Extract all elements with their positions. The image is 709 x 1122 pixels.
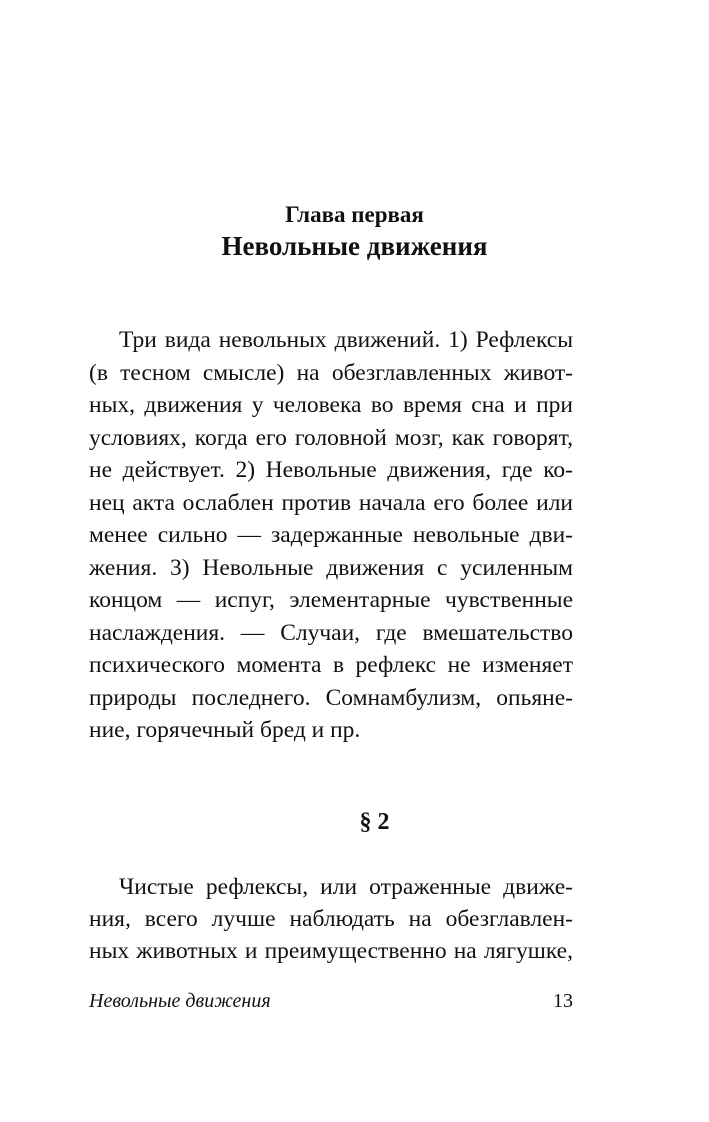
running-footer-title: Невольные движения — [89, 990, 271, 1012]
summary-line: наслаждения. — Случаи, где вмешательство — [89, 619, 573, 646]
summary-line: ние, горячечный бред и пр. — [89, 717, 361, 743]
summary-line: условиях, когда его головной мозг, как говорят, — [89, 424, 573, 451]
chapter-summary — [89, 324, 573, 747]
body-paragraph — [89, 871, 573, 967]
summary-line: нец акта ослаблен против начала его более или — [89, 489, 573, 516]
chapter-label: Глава первая — [285, 202, 424, 227]
paragraph-line: ния, всего лучше наблюдать на обезглавлен- — [89, 906, 573, 932]
summary-line: жения. 3) Невольные движения с усиленным — [89, 554, 573, 581]
summary-line: (в тесном смысле) на обезглавленных живот- — [89, 359, 573, 386]
summary-line: менее сильно — задержанные невольные дви- — [89, 522, 573, 548]
paragraph-line: ных животных и преимущественно на лягушке, — [89, 938, 573, 964]
summary-line: природы последнего. Сомнамбулизм, опьяне- — [89, 684, 573, 711]
paragraph-line: Чистые рефлексы, или отраженные движе- — [119, 874, 573, 900]
chapter-title: Невольные движения — [221, 231, 488, 261]
summary-line: не действует. 2) Невольные движения, где ко- — [89, 457, 573, 483]
page-number: 13 — [553, 990, 573, 1012]
summary-line: Три вида невольных движений. 1) Рефлексы — [119, 327, 573, 353]
summary-line: психического момента в рефлекс не изменяет — [89, 652, 573, 678]
section-heading: § 2 — [359, 809, 390, 835]
summary-line: ных, движения у человека во время сна и при — [89, 392, 573, 418]
summary-line: концом — испуг, элементарные чувственные — [89, 587, 573, 613]
